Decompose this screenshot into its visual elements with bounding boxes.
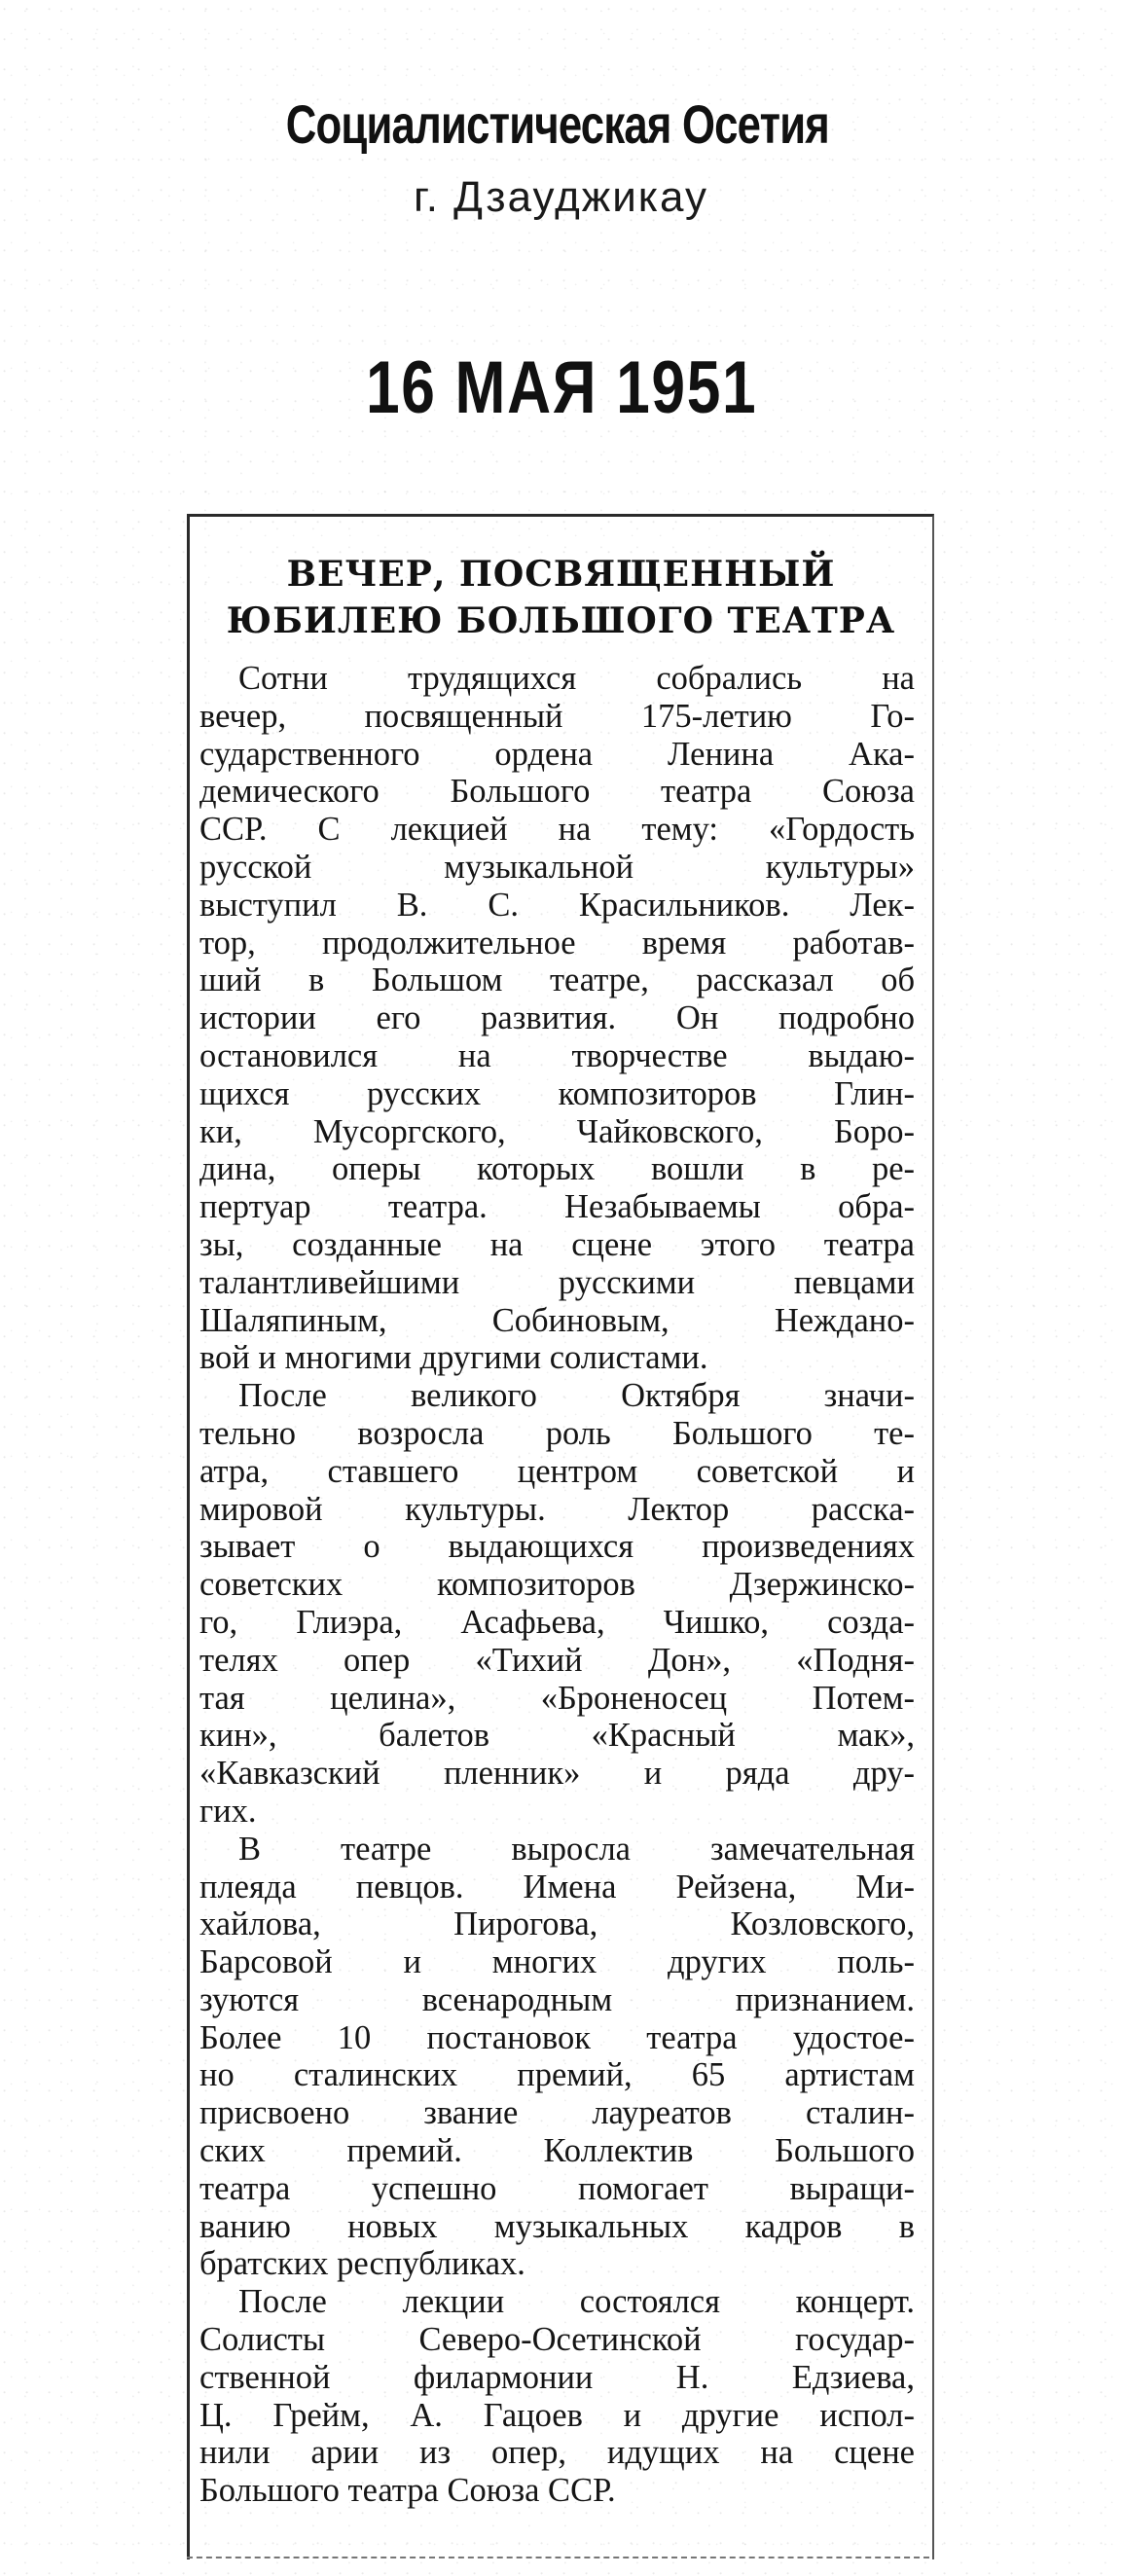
article-line: ший в Большом театре, рассказал об [199, 961, 915, 999]
article-line: Солисты Северо-Осетинской государ- [199, 2321, 915, 2359]
article-line: мировой культуры. Лектор расска- [199, 1490, 915, 1528]
article-line: сударственного ордена Ленина Ака- [199, 735, 915, 773]
article-line: Шаляпиным, Собиновым, Неждано- [199, 1301, 915, 1339]
article-line: истории его развития. Он подробно [199, 999, 915, 1037]
article-body [199, 660, 915, 2510]
headline-line-1: ВЕЧЕР, ПОСВЯЩЕННЫЙ [286, 554, 836, 595]
article-line: Барсовой и многих других поль- [199, 1943, 915, 1981]
article-paragraph [199, 1831, 915, 2284]
article-paragraph [199, 660, 915, 1377]
article-line: ственной филармонии Н. Едзиева, [199, 2358, 915, 2396]
article-line: атра, ставшего центром советской и [199, 1452, 915, 1490]
date-stamp: 16 МАЯ 1951 [365, 346, 758, 429]
article-line: вечер, посвященный 175-летию Го- [199, 697, 915, 735]
newspaper-name-stamp: Социалистическая Осетия [285, 93, 830, 155]
article-line: В театре выросла замечательная [238, 1830, 915, 1868]
article-line: зуются всенародным признанием. [199, 1980, 915, 2018]
article-line: Сотни трудящихся собрались на [238, 660, 915, 697]
article-line: русской музыкальной культуры» [199, 848, 915, 886]
article-line: щихся русских композиторов Глин- [199, 1074, 915, 1112]
article-line: После великого Октября значи- [238, 1377, 915, 1415]
article-line: братских республиках. [199, 2245, 525, 2283]
article-line: присвоено звание лауреатов сталин- [199, 2094, 915, 2132]
article-line: «Кавказский пленник» и ряда дру- [199, 1755, 915, 1793]
article-paragraph [199, 1377, 915, 1831]
article-clipping [187, 514, 934, 2559]
article-line: кин», балетов «Красный мак», [199, 1717, 915, 1755]
article-paragraph [199, 2283, 915, 2510]
headline-line-2: ЮБИЛЕЮ БОЛЬШОГО ТЕАТРА [226, 600, 896, 641]
article-line: пертуар театра. Незабываемы обра- [199, 1188, 915, 1226]
article-line: театра успешно помогает выращи- [199, 2169, 915, 2207]
city-stamp: г. Дзауджикау [414, 173, 708, 221]
clipping-bottom-edge [187, 2557, 929, 2558]
article-line: зывает о выдающихся произведениях [199, 1528, 915, 1566]
article-line: телях опер «Тихий Дон», «Подня- [199, 1641, 915, 1679]
article-line: хайлова, Пирогова, Козловского, [199, 1905, 915, 1943]
article-line: Более 10 постановок театра удостое- [199, 2018, 915, 2056]
article-line: ССР. С лекцией на тему: «Гордость [199, 811, 915, 849]
article-line: вой и многими другими солистами. [199, 1339, 708, 1377]
article-line: остановился на творчестве выдаю- [199, 1036, 915, 1074]
article-line: Ц. Грейм, А. Гацоев и другие испол- [199, 2396, 915, 2434]
article-line: тор, продолжительное время работав- [199, 924, 915, 961]
article-line: ских премий. Коллектив Большого [199, 2132, 915, 2170]
article-line: талантливейшими русскими певцами [199, 1263, 915, 1301]
article-line: но сталинских премий, 65 артистам [199, 2056, 915, 2094]
article-line: зы, созданные на сцене этого театра [199, 1225, 915, 1263]
article-line: гих. [199, 1792, 257, 1830]
article-line: ванию новых музыкальных кадров в [199, 2207, 915, 2245]
article-line: плеяда певцов. Имена Рейзена, Ми- [199, 1868, 915, 1905]
article-line: выступил В. С. Красильников. Лек- [199, 886, 915, 924]
article-line: После лекции состоялся концерт. [238, 2283, 915, 2321]
article-line: го, Глиэра, Асафьева, Чишко, созда- [199, 1603, 915, 1641]
article-line: советских композиторов Дзержинско- [199, 1566, 915, 1604]
article-line: дина, оперы которых вошли в ре- [199, 1150, 915, 1188]
article-line: Большого театра Союза ССР. [199, 2472, 616, 2510]
article-line: тельно возросла роль Большого те- [199, 1414, 915, 1452]
article-line: ки, Мусоргского, Чайковского, Боро- [199, 1112, 915, 1150]
article-line: нили арии из опер, идущих на сцене [199, 2434, 915, 2472]
article-line: тая целина», «Броненосец Потем- [199, 1679, 915, 1717]
article-line: демического Большого театра Союза [199, 773, 915, 811]
